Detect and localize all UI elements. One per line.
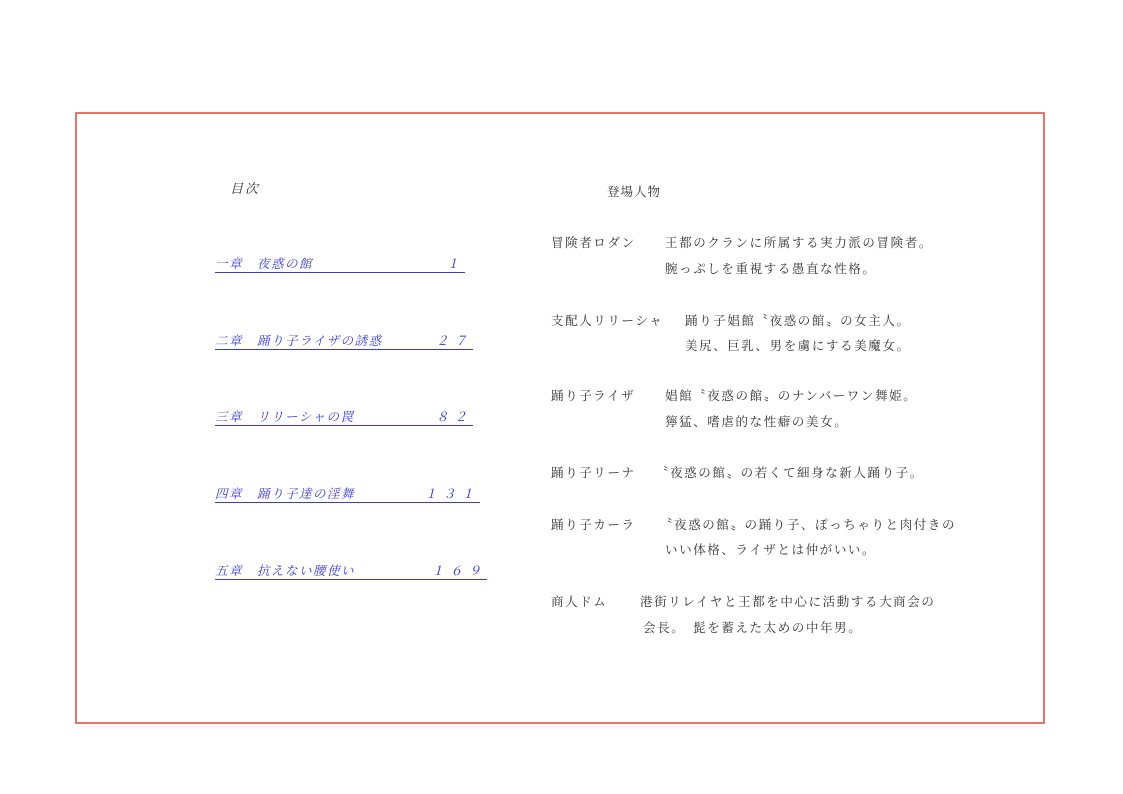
character-description: 〝夜惑の館〟の若くて細身な新人踊り子。	[656, 465, 924, 480]
toc-page-number: １６９	[431, 563, 487, 578]
toc-page-number: ８２	[435, 409, 473, 424]
toc-chapter-label: 四章 踊り子達の淫舞	[215, 486, 356, 501]
character-description: 腕っぷしを重視する愚直な性格。	[665, 261, 877, 276]
toc-page-number: １	[446, 256, 465, 271]
character-name: 冒険者ロダン	[551, 235, 636, 250]
character-name: 踊り子カーラ	[551, 517, 636, 532]
character-description: 美尻、巨乳、男を虜にする美魔女。	[685, 338, 911, 353]
toc-link-chapter-3[interactable]	[215, 409, 473, 426]
character-description: 港街リレイヤと王都を中心に活動する大商会の	[640, 594, 936, 609]
character-description: 〝夜惑の館〟の踊り子、ぽっちゃりと肉付きの	[660, 517, 957, 532]
character-description: 会長。 髭を蓄えた太めの中年男。	[643, 620, 863, 635]
toc-title: 目次	[230, 182, 261, 197]
character-description: いい体格、ライザとは仲がいい。	[665, 542, 877, 557]
character-description: 娼館〝夜惑の館〟のナンバーワン舞姫。	[665, 388, 918, 403]
toc-link-chapter-1[interactable]	[215, 256, 465, 273]
character-description: 踊り子娼館〝夜惑の館〟の女主人。	[685, 313, 911, 328]
character-description: 王都のクランに所属する実力派の冒険者。	[665, 235, 933, 250]
character-name: 支配人リリーシャ	[551, 313, 664, 328]
toc-chapter-label: 三章 リリーシャの罠	[215, 409, 355, 424]
character-description: 獰猛、嗜虐的な性癖の美女。	[665, 414, 849, 429]
character-name: 商人ドム	[551, 594, 608, 609]
toc-page-number: １３１	[424, 486, 480, 501]
toc-chapter-label: 五章 抗えない腰使い	[215, 563, 356, 578]
toc-chapter-label: 一章 夜惑の館	[215, 256, 314, 271]
toc-page-number: ２７	[435, 333, 473, 348]
toc-chapter-label: 二章 踊り子ライザの誘惑	[215, 333, 383, 348]
character-name: 踊り子リーナ	[551, 465, 636, 480]
toc-link-chapter-4[interactable]	[215, 486, 480, 503]
toc-link-chapter-5[interactable]	[215, 563, 487, 580]
characters-title: 登場人物	[607, 184, 662, 199]
toc-link-chapter-2[interactable]	[215, 333, 473, 350]
character-name: 踊り子ライザ	[551, 388, 636, 403]
